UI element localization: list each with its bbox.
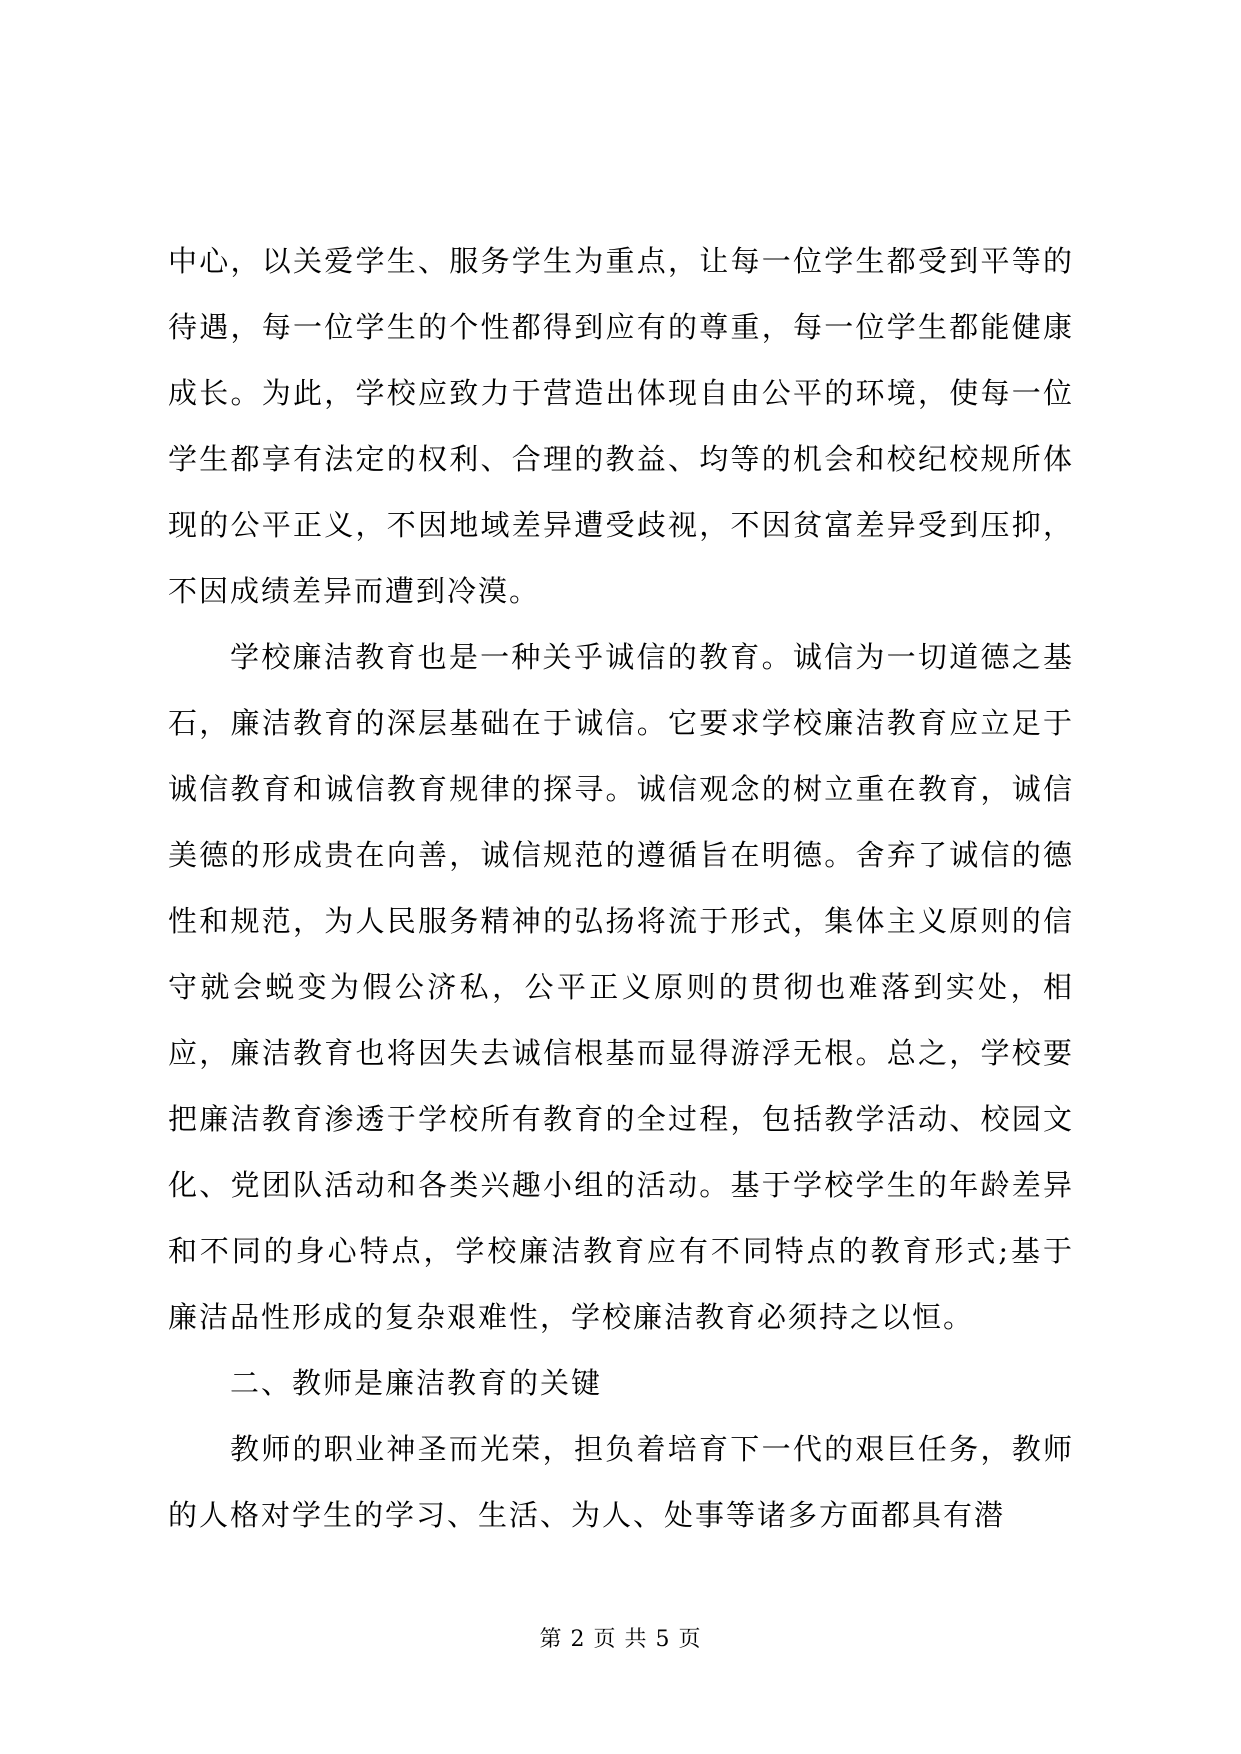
paragraph-teacher: 教师的职业神圣而光荣，担负着培育下一代的艰巨任务，教师的人格对学生的学习、生活、为人、处事等诸多方面都具有潜 (168, 1432, 1074, 1532)
page-number-footer: 第 2 页 共 5 页 (539, 1627, 702, 1652)
section-heading: 二、教师是廉洁教育的关键 (230, 1366, 603, 1400)
paragraph-integrity-education: 学校廉洁教育也是一种关乎诚信的教育。诚信为一切道德之基石，廉洁教育的深层基础在于诚信。它要求学校廉洁教育应立足于诚信教育和诚信教育规律的探寻。诚信观念的树立重在教育，诚信美德的形成贵在向善，诚信规范的遵循旨在明德。舍弃了诚信的德性和规范，为人民服务精神的弘扬将流于形式，集体主义原则的信守就会蜕变为假公济私，公平正义原则的贯彻也难落到实处，相应，廉洁教育也将因失去诚信根基而显得游浮无根。总之，学校要把廉洁教育渗透于学校所有教育的全过程，包括教学活动、校园文化、党团队活动和各类兴趣小组的活动。基于学校学生的年龄差异和不同的身心特点，学校廉洁教育应有不同特点的教育形式;基于廉洁品性形成的复杂艰难性，学校廉洁教育必须持之以恒。 (168, 640, 1074, 1334)
paragraph-continuation: 中心，以关爱学生、服务学生为重点，让每一位学生都受到平等的待遇，每一位学生的个性都得到应有的尊重，每一位学生都能健康成长。为此，学校应致力于营造出体现自由公平的环境，使每一位学生都享有法定的权利、合理的教益、均等的机会和校纪校规所体现的公平正义，不因地域差异遭受歧视，不因贫富差异受到压抑，不因成绩差异而遭到冷漠。 (168, 244, 1074, 608)
document-body (168, 228, 1074, 1548)
